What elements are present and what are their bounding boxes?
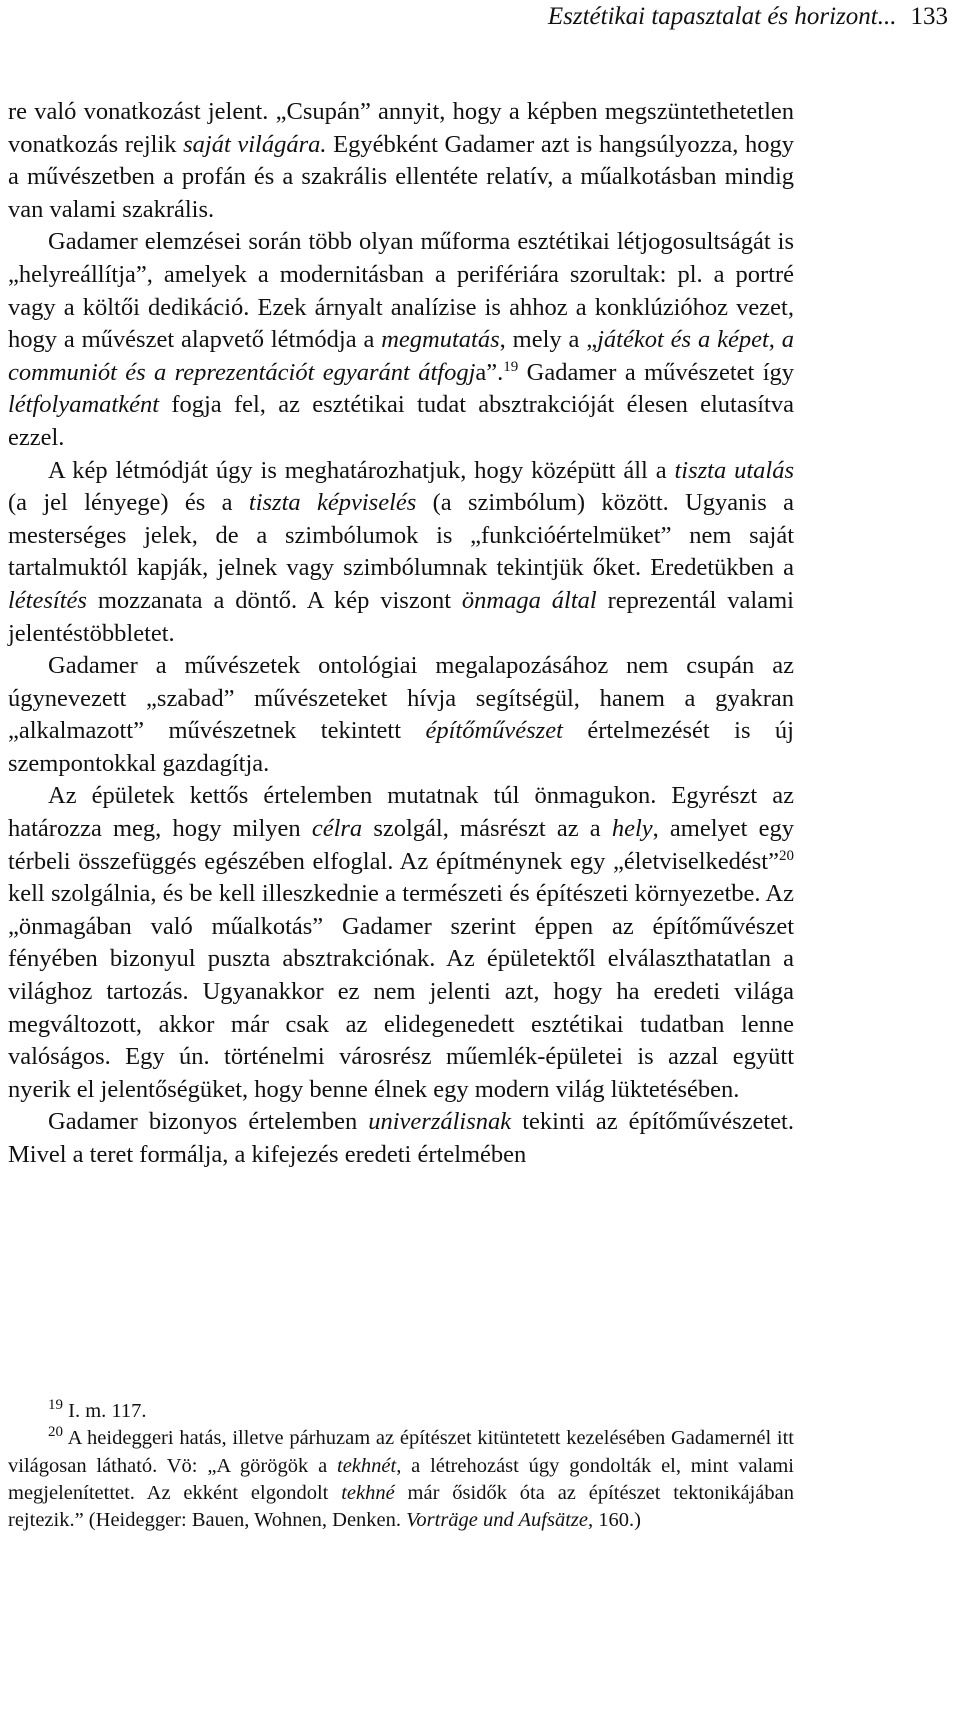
emphasis-text: Vorträge und Aufsätze,: [406, 1509, 594, 1532]
emphasis-text: önmaga által: [461, 586, 597, 614]
text-run: (a jel lényege) és a: [8, 489, 249, 517]
text-run: tekinti az építőművészetet. Mivel a teret formálja, a kifejezés eredeti értelmében: [8, 1108, 794, 1168]
text-run: , amelyet egy térbeli összefüggés egészében elfoglal. Az építménynek egy „életviselkedést”: [8, 815, 794, 875]
text-run: értelmezését is új szempontokkal gazdagítja.: [8, 717, 794, 777]
emphasis-text: létesítés: [8, 586, 87, 614]
emphasis-text: tekhnét: [337, 1454, 397, 1477]
text-run: kell szolgálnia, és be kell illeszkednie a természeti és építészeti környezetbe. Az „önmagában való műalkotás” Gadamer szerint éppen az építőművészet fényében bizonyul puszta absztrakciónak. Az épületektől elválaszthatatlan a világhoz tartozás. Ugyanakkor ez nem jelenti azt, hogy ha eredeti világa megváltozott, akkor már csak az elidegenedett esztétikai tudatban lenne valóságos. Egy ún. történelmi városrész műemlék-épületei is azzal együtt nyerik el jelentőségüket, hogy benne élnek egy modern világ lüktetésében.: [8, 880, 794, 1103]
paragraph: [8, 1106, 794, 1171]
text-run: fogja fel, az esztétikai tudat absztrakcióját élesen elutasítva ezzel.: [8, 391, 794, 451]
emphasis-text: játékot és a képet, a communiót és a reprezentációt egyaránt átfogj: [8, 326, 794, 386]
footnote: [8, 1425, 794, 1534]
footnote: [8, 1398, 794, 1425]
text-run: , mely a „: [499, 326, 598, 354]
text-run: A kép létmódját úgy is meghatározhatjuk, hogy középütt áll a: [48, 456, 675, 484]
text-run: Gadamer elemzései során több olyan műforma esztétikai létjogosultságát is „helyreállítja”, amelyek a modernitásban a perifériára szorultak: pl. a portré vagy a költői dedikáció. Ezek árnyalt analízise is ahhoz a konklúzióhoz vezet, hogy a művészet alapvető létmódja a: [8, 228, 794, 354]
text-run: (a szimbólum) között. Ugyanis a mesterséges jelek, de a szimbólumok is „funkcióértelmüket” nem saját tartalmuktól kapják, jelnek vagy szimbólumnak tekintjük őket. Eredetükben a: [8, 489, 794, 582]
text-run: 160.): [593, 1509, 641, 1532]
emphasis-text: tiszta képviselés: [248, 489, 417, 517]
paragraph: [8, 226, 794, 454]
text-run: Gadamer a művészetet így: [518, 358, 794, 386]
page-number: 133: [910, 3, 948, 30]
text-run: már ősidők óta az építészet tektonikájában rejtezik.” (Heidegger: Bauen, Wohnen, Denken.: [8, 1481, 794, 1532]
emphasis-text: megmutatás: [381, 326, 500, 354]
text-run: Gadamer bizonyos értelemben: [48, 1108, 369, 1136]
text-run: a”.: [475, 358, 504, 386]
text-run: szolgál, másrészt az a: [362, 815, 612, 843]
emphasis-text: célra: [311, 815, 363, 843]
running-title: Esztétikai tapasztalat és horizont...: [547, 3, 897, 30]
emphasis-text: univerzálisnak: [368, 1108, 512, 1136]
footnotes: [8, 1398, 794, 1534]
paragraph: [8, 96, 794, 226]
footnote-ref: 19: [503, 358, 519, 375]
emphasis-text: létfolyamatként: [8, 391, 160, 419]
text-run: I. m. 117.: [63, 1400, 147, 1422]
text-run: re való vonatkozást jelent. „Csupán” annyit, hogy a képben megszüntethetetlen vonatkozás rejlik: [8, 98, 794, 158]
emphasis-text: hely: [611, 815, 653, 843]
text-run: mozzanata a döntő. A kép viszont: [86, 586, 462, 614]
emphasis-text: saját világára.: [183, 130, 327, 158]
paragraph: [8, 455, 794, 651]
text-run: Egyébként Gadamer azt is hangsúlyozza, hogy a művészetben a profán és a szakrális ellentéte relatív, a műalkotásban mindig van valami szakrális.: [8, 130, 795, 223]
footnote-ref: 19: [48, 1397, 63, 1414]
emphasis-text: építőművészet: [425, 717, 563, 745]
text-run: , a létrehozást úgy gondolták el, mint valami megjelenítettet. Az ekként elgondolt: [8, 1454, 794, 1504]
emphasis-text: tiszta utalás: [674, 456, 794, 484]
text-run: Gadamer a művészetek ontológiai megalapozásához nem csupán az úgynevezett „szabad” művészeteket hívja segítségül, hanem a gyakran „alkalmazott” művészetnek tekintett: [8, 652, 794, 745]
body-text: [8, 96, 794, 1172]
emphasis-text: tekhné: [341, 1481, 395, 1504]
footnote-ref: 20: [779, 847, 794, 864]
paragraph: [8, 650, 794, 780]
text-run: A heideggeri hatás, illetve párhuzam az építészet kitüntetett kezelésében Gadamernél itt világosan látható. Vö: „A görögök a: [8, 1427, 794, 1477]
footnote-ref: 20: [48, 1424, 63, 1441]
paragraph: [8, 780, 794, 1106]
text-run: Az épületek kettős értelemben mutatnak túl önmagukon. Egyrészt az határozza meg, hogy milyen: [8, 782, 794, 843]
text-run: reprezentál valami jelentéstöbbletet.: [8, 586, 794, 647]
running-header: [0, 0, 948, 34]
